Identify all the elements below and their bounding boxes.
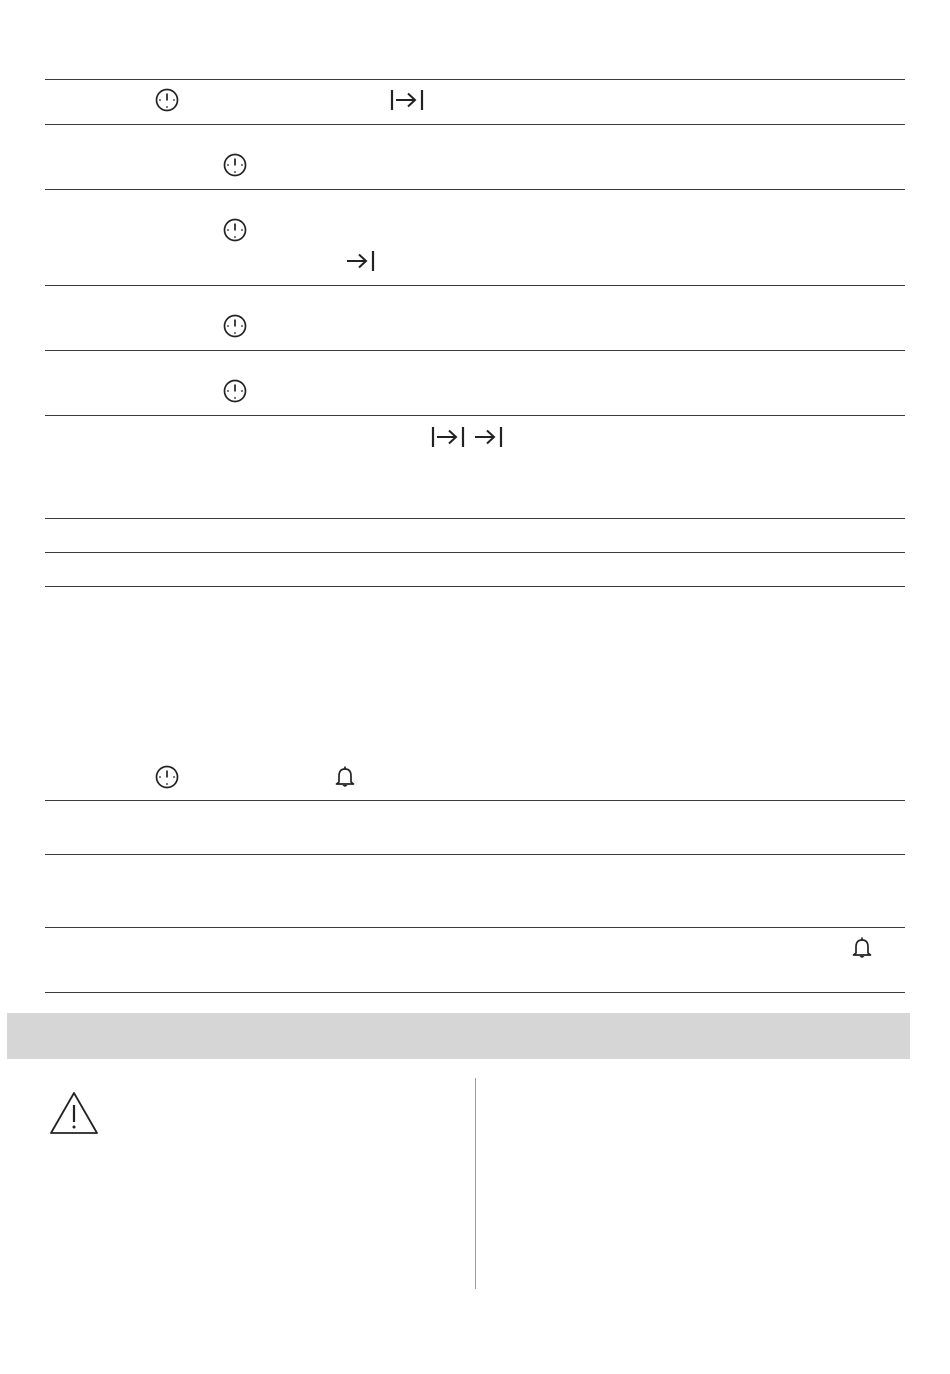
arrow-to-bar-icon — [345, 249, 375, 273]
clock-icon — [155, 88, 179, 112]
table-row-rule — [45, 552, 905, 553]
table-row-rule — [45, 415, 905, 416]
bell-icon — [850, 936, 874, 960]
bell-icon — [333, 765, 357, 789]
table-row-rule — [45, 285, 905, 286]
clock-icon — [223, 153, 247, 177]
clock-icon — [155, 765, 179, 789]
clock-icon — [223, 379, 247, 403]
warning-triangle-icon — [49, 1091, 99, 1135]
arrow-to-bar-icon — [473, 425, 503, 449]
table-bottom-rule — [45, 586, 905, 587]
table-row-rule — [45, 189, 905, 190]
table-top-rule — [45, 79, 905, 80]
clock-icon — [223, 314, 247, 338]
clock-icon — [223, 218, 247, 242]
table-row-rule — [45, 854, 905, 855]
bar-arrow-bar-icon — [390, 88, 424, 112]
bar-arrow-bar-icon — [431, 425, 465, 449]
table-row-rule — [45, 927, 905, 928]
section-header-band — [7, 1013, 910, 1059]
table-row-rule — [45, 350, 905, 351]
column-divider — [475, 1078, 476, 1289]
table-row-rule — [45, 124, 905, 125]
table-bottom-rule — [45, 992, 905, 993]
table-row-rule — [45, 800, 905, 801]
table-row-rule — [45, 518, 905, 519]
